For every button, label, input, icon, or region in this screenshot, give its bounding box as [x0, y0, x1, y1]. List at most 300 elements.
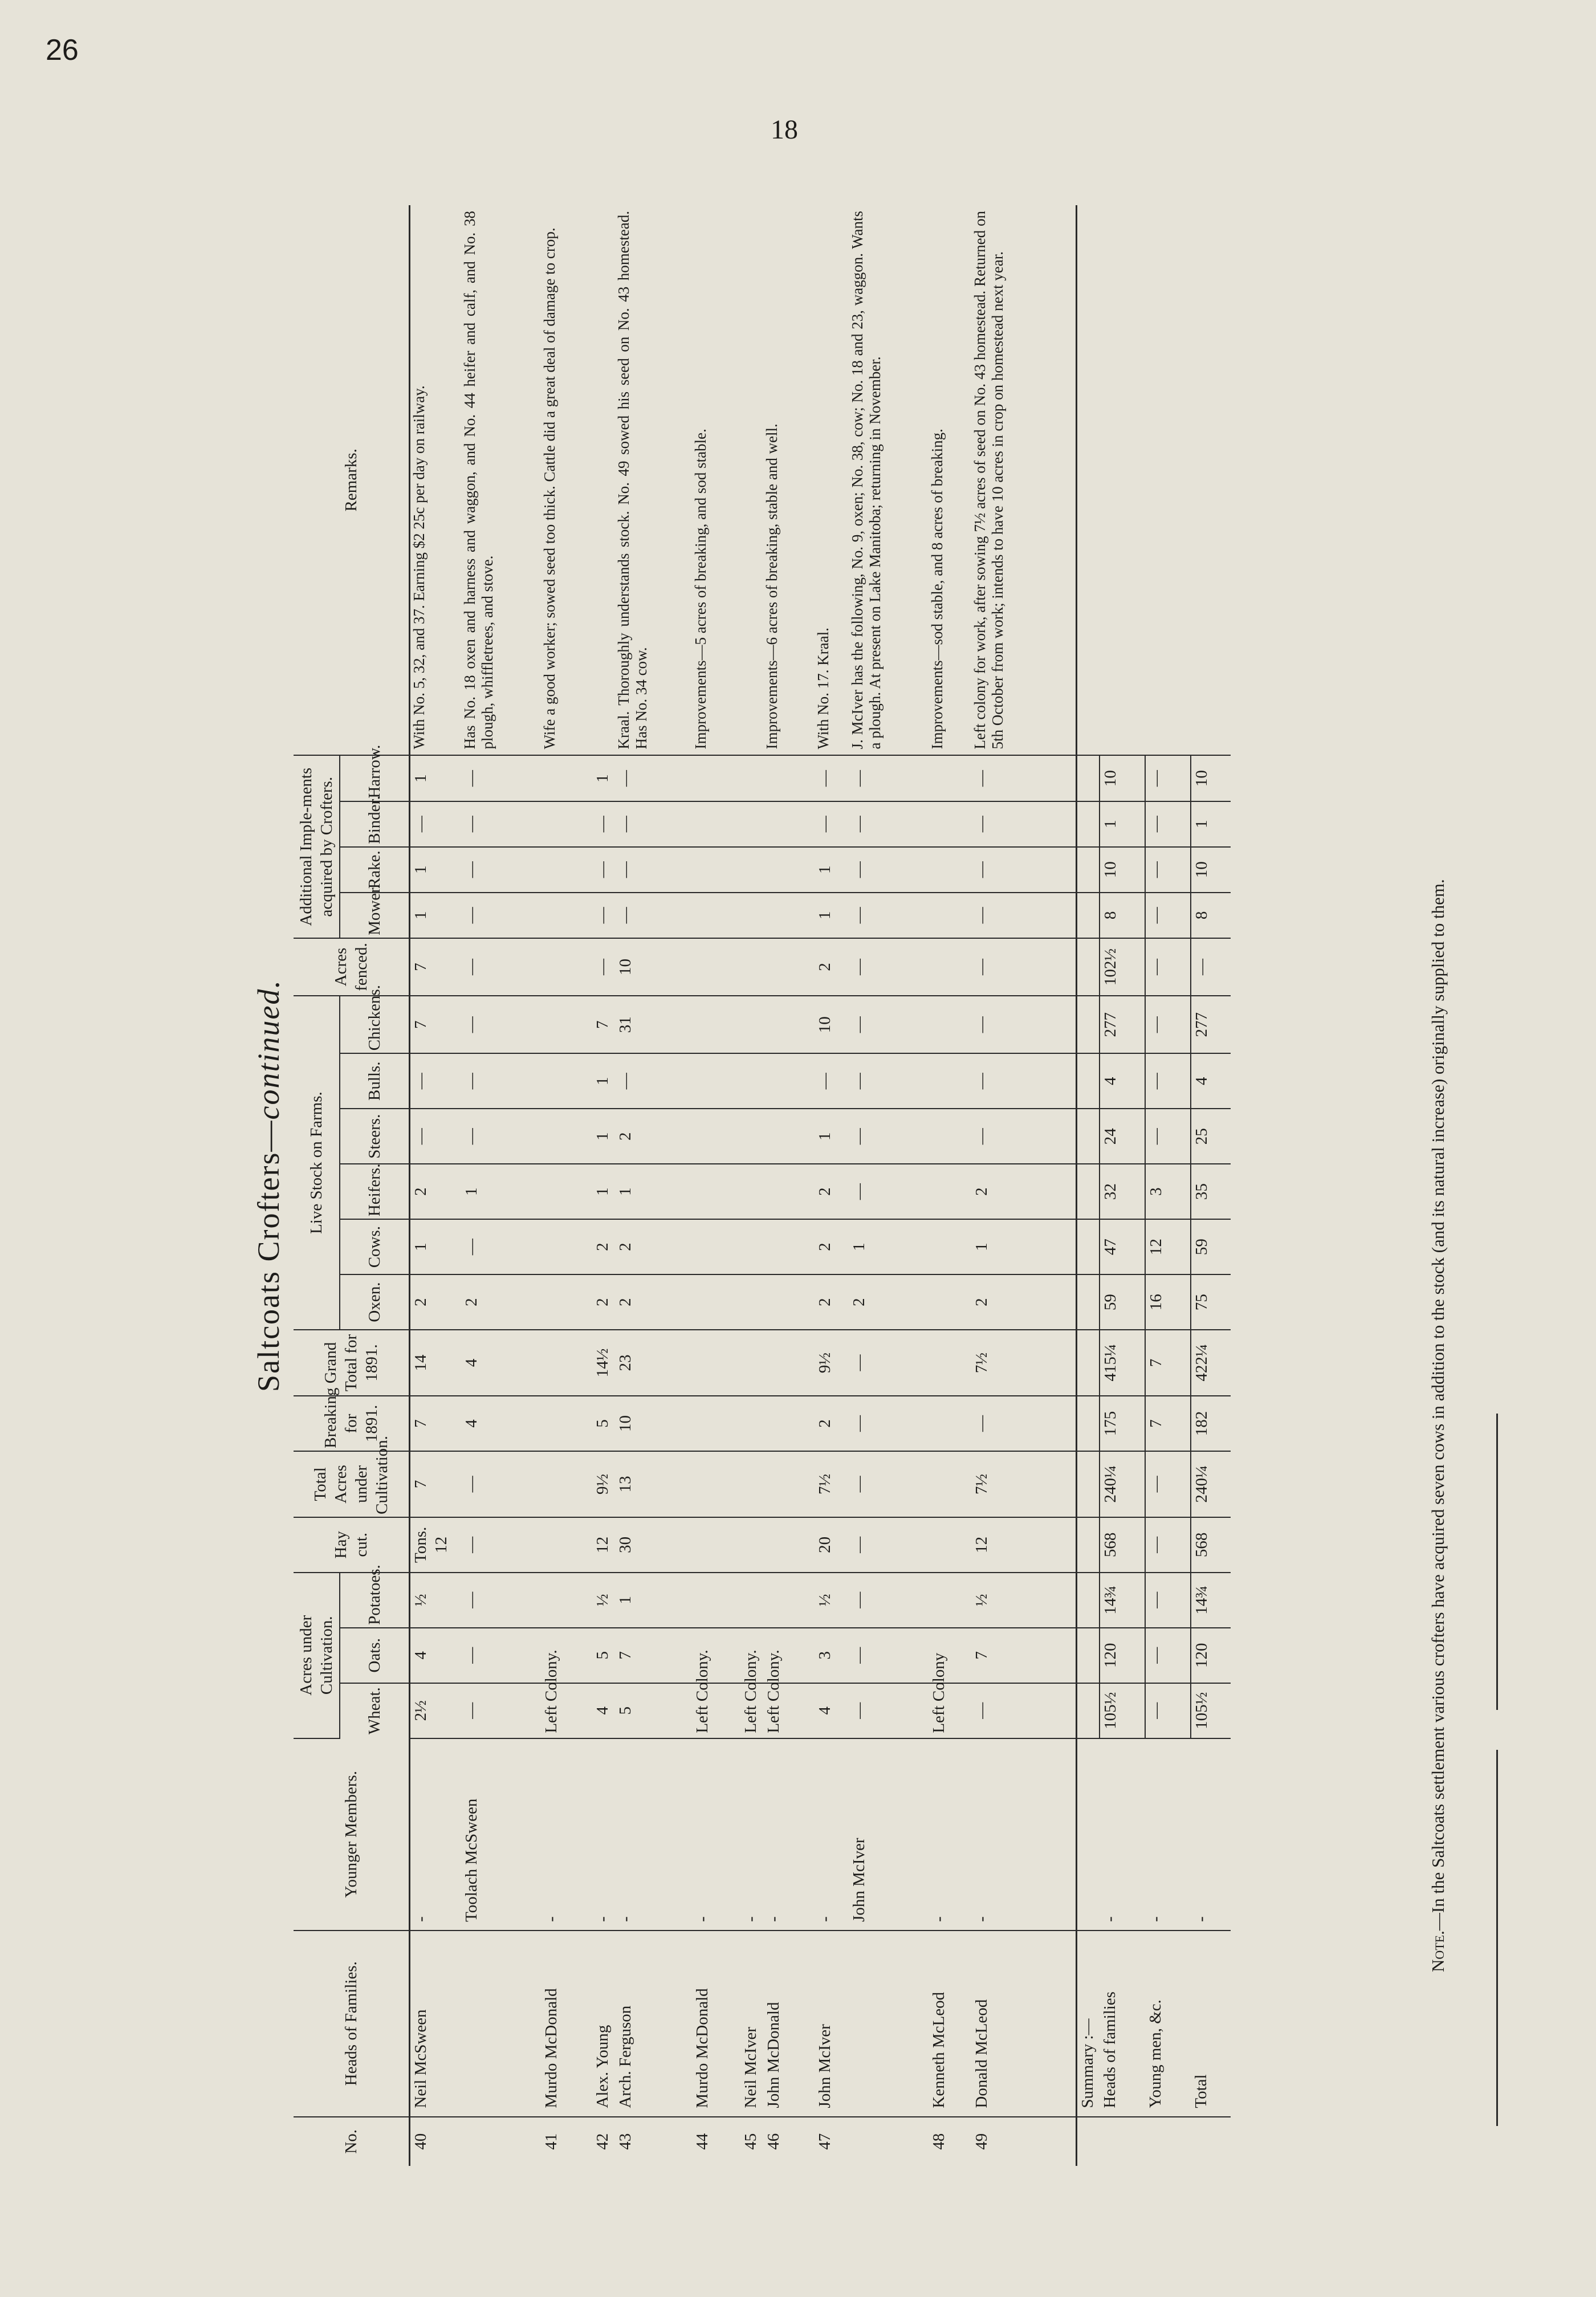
cell-grand: [929, 1330, 971, 1396]
cell-grand: 14: [410, 1330, 461, 1396]
row-number: 48: [929, 2133, 948, 2150]
table-row: [740, 205, 763, 2166]
cell-potatoes: 1: [615, 1573, 692, 1628]
cell-harrow: —: [615, 756, 692, 801]
head-of-family: [849, 1931, 929, 2117]
cell-total: [763, 1451, 815, 1517]
rule-right: [1496, 1414, 1498, 1710]
summary-cell-oxen: 16: [1145, 1274, 1191, 1330]
cell-heifers: 2: [815, 1164, 849, 1219]
summary-cell-breaking: 7: [1145, 1396, 1191, 1451]
cell-chickens: —: [461, 996, 541, 1053]
cell-fenced: [929, 938, 971, 996]
cell-wheat: —: [849, 1683, 929, 1738]
cell-rake: [763, 847, 815, 893]
header-acres-group: Acres under Cultivation.: [294, 1573, 340, 1738]
remarks-cell: Kraal. Thoroughly understands stock. No. 49 sowed his seed on No. 43 homestead. Has No. 34 cow.: [615, 205, 692, 756]
cell-cows: 2: [815, 1219, 849, 1274]
header-cows: Cows.: [340, 1219, 410, 1274]
cell-rake: —: [971, 847, 1077, 893]
cell-chickens: [692, 996, 740, 1053]
cell-bulls: —: [815, 1053, 849, 1109]
summary-cell-harrow: —: [1145, 756, 1191, 801]
cell-bulls: —: [461, 1053, 541, 1109]
summary-cell-heifers: 3: [1145, 1164, 1191, 1219]
header-remarks: Remarks.: [294, 205, 410, 756]
head-of-family: Murdo McDonald: [692, 1931, 740, 2117]
cell-heifers: 1: [592, 1164, 615, 1219]
summary-cell-binder: —: [1145, 801, 1191, 847]
cell-steers: —: [461, 1109, 541, 1164]
cell-breaking: [763, 1396, 815, 1451]
cell-cows: [541, 1219, 592, 1274]
summary-cell-binder: 1: [1100, 801, 1145, 847]
cell-steers: 1: [815, 1109, 849, 1164]
cell-cows: [692, 1219, 740, 1274]
summary-cell-cows: 12: [1145, 1219, 1191, 1274]
cell-rake: —: [461, 847, 541, 893]
cell-fenced: 2: [815, 938, 849, 996]
summary-cell-mower: 8: [1100, 893, 1145, 938]
cell-wheat: —: [971, 1683, 1077, 1738]
cell-oxen: [763, 1274, 815, 1330]
head-of-family: Neil McIver: [740, 1931, 763, 2117]
cell-oxen: 2: [615, 1274, 692, 1330]
cell-harrow: —: [461, 756, 541, 801]
cell-grand: [541, 1330, 592, 1396]
cell-harrow: [740, 756, 763, 801]
younger-member: Toolach McSween: [461, 1738, 541, 1931]
cell-heifers: [763, 1164, 815, 1219]
cell-rake: 1: [410, 847, 461, 893]
summary-cell-hay: —: [1145, 1517, 1191, 1573]
cell-steers: —: [849, 1109, 929, 1164]
summary-cell-fenced: 102½: [1100, 938, 1145, 996]
cell-oxen: 2: [971, 1274, 1077, 1330]
table-row: [929, 205, 971, 2166]
row-number: [461, 2117, 541, 2166]
cell-bulls: [692, 1053, 740, 1109]
cell-total: —: [461, 1451, 541, 1517]
cell-steers: [692, 1109, 740, 1164]
cell-harrow: —: [971, 756, 1077, 801]
header-wheat: Wheat.: [340, 1683, 410, 1738]
cell-fenced: 7: [410, 938, 461, 996]
cell-potatoes: [763, 1573, 815, 1628]
summary-cell-hay: 568: [1191, 1517, 1231, 1573]
younger-member: -: [815, 1738, 849, 1931]
summary-cell-cows: 47: [1100, 1219, 1145, 1274]
remarks-cell: J. McIver has the following, No. 9, oxen; No. 38, cow; No. 18 and 23, waggon. Wants a plough. At present on Lake Manitoba; returning in November.: [849, 205, 929, 756]
cell-total: 7½: [815, 1451, 849, 1517]
cell-mower: 1: [410, 893, 461, 938]
summary-cell-mower: 8: [1191, 893, 1231, 938]
younger-member: -: [541, 1738, 592, 1931]
head-of-family: Alex. Young: [592, 1931, 615, 2117]
cell-heifers: 1: [461, 1164, 541, 1219]
summary-no-cell: [1191, 2117, 1231, 2166]
summary-cell-oxen: 75: [1191, 1274, 1231, 1330]
summary-cell-oats: 120: [1100, 1628, 1145, 1683]
head-of-family: John McDonald: [763, 1931, 815, 2117]
younger-member: -: [410, 1738, 461, 1931]
cell-chickens: [763, 996, 815, 1053]
cell-grand: 7½: [971, 1330, 1077, 1396]
row-number: 41: [542, 2133, 560, 2150]
cell-mower: —: [971, 893, 1077, 938]
summary-empty-cell: [1077, 1274, 1100, 1330]
header-livestock-group: Live Stock on Farms.: [294, 996, 340, 1330]
cell-potatoes: [541, 1573, 592, 1628]
cell-oxen: 2: [849, 1274, 929, 1330]
header-younger-members: Younger Members.: [294, 1738, 410, 1931]
cell-mower: [929, 893, 971, 938]
cell-oxen: 2: [815, 1274, 849, 1330]
header-harrow: Harrow.: [340, 756, 410, 801]
cell-binder: —: [615, 801, 692, 847]
summary-row: [1145, 205, 1191, 2166]
cell-mower: —: [615, 893, 692, 938]
header-binder: Binder.: [340, 801, 410, 847]
summary-cell-cows: 59: [1191, 1219, 1231, 1274]
cell-steers: —: [410, 1109, 461, 1164]
summary-cell-mower: —: [1145, 893, 1191, 938]
cell-bulls: [740, 1053, 763, 1109]
remarks-cell: With No. 5, 32, and 37. Earning $2 25c per day on railway.: [410, 205, 461, 756]
summary-cell-bulls: —: [1145, 1053, 1191, 1109]
cell-oxen: [740, 1274, 763, 1330]
cell-oxen: 2: [410, 1274, 461, 1330]
head-of-family: Murdo McDonald: [541, 1931, 592, 2117]
head-of-family: Arch. Ferguson: [615, 1931, 692, 2117]
cell-breaking: [541, 1396, 592, 1451]
cell-fenced: [692, 938, 740, 996]
cell-mower: [740, 893, 763, 938]
cell-harrow: 1: [592, 756, 615, 801]
cell-total: [929, 1451, 971, 1517]
summary-cell-total: —: [1145, 1451, 1191, 1517]
table-row: [815, 205, 849, 2166]
header-grand-total: Grand Total for 1891.: [294, 1330, 410, 1396]
summary-remarks-cell: [1191, 205, 1231, 756]
rule-left: [1496, 1750, 1498, 2126]
summary-cell-wheat: —: [1145, 1683, 1191, 1738]
cell-harrow: [763, 756, 815, 801]
head-of-family: John McIver: [815, 1931, 849, 2117]
cell-mower: —: [849, 893, 929, 938]
cell-total: 9½: [592, 1451, 615, 1517]
header-oxen: Oxen.: [340, 1274, 410, 1330]
summary-label: Summary :—: [1077, 1931, 1100, 2117]
cell-total: 7½: [971, 1451, 1077, 1517]
cell-rake: —: [849, 847, 929, 893]
title-separator: —: [251, 1119, 286, 1152]
header-oats: Oats.: [340, 1628, 410, 1683]
cell-fenced: —: [971, 938, 1077, 996]
cell-fenced: 10: [615, 938, 692, 996]
cell-potatoes: [740, 1573, 763, 1628]
summary-empty-cell: [1077, 1573, 1100, 1628]
summary-cell-fenced: —: [1145, 938, 1191, 996]
head-of-family: [461, 1931, 541, 2117]
cell-oxen: 2: [461, 1274, 541, 1330]
header-implements-group: Additional Imple-ments acquired by Crofters.: [294, 756, 340, 938]
table-row: [461, 205, 541, 2166]
cell-oats: 7: [615, 1628, 692, 1683]
cell-potatoes: —: [849, 1573, 929, 1628]
cell-chickens: [740, 996, 763, 1053]
summary-cell-chickens: 277: [1191, 996, 1231, 1053]
row-number: 44: [693, 2133, 711, 2150]
cell-wheat: 4: [592, 1683, 615, 1738]
header-rake: Rake.: [340, 847, 410, 893]
cell-heifers: [541, 1164, 592, 1219]
cell-oats: 7: [971, 1628, 1077, 1683]
cell-potatoes: —: [461, 1573, 541, 1628]
remarks-cell: [740, 205, 763, 756]
summary-cell-bulls: 4: [1100, 1053, 1145, 1109]
title-main: Saltcoats Crofters: [251, 1151, 286, 1392]
summary-cell-potatoes: 14¾: [1100, 1573, 1145, 1628]
summary-cell-bulls: 4: [1191, 1053, 1231, 1109]
cell-chickens: 7: [592, 996, 615, 1053]
header-mower: Mower.: [340, 893, 410, 938]
cell-mower: [763, 893, 815, 938]
cell-mower: —: [592, 893, 615, 938]
cell-hay: Tons. 12: [410, 1517, 461, 1573]
cell-binder: [763, 801, 815, 847]
cell-heifers: 2: [410, 1164, 461, 1219]
header-heads-of-families: Heads of Families.: [294, 1931, 410, 2117]
row-number: 40: [410, 2117, 461, 2166]
cell-potatoes: ½: [971, 1573, 1077, 1628]
summary-empty-cell: [1077, 1330, 1100, 1396]
summary-cell-heifers: 35: [1191, 1164, 1231, 1219]
cell-oxen: [692, 1274, 740, 1330]
header-steers: Steers.: [340, 1109, 410, 1164]
cell-mower: [692, 893, 740, 938]
cell-breaking: 4: [461, 1396, 541, 1451]
cell-potatoes: ½: [815, 1573, 849, 1628]
cell-potatoes: [692, 1573, 740, 1628]
younger-member: -: [763, 1738, 815, 1931]
cell-rake: —: [592, 847, 615, 893]
cell-grand: 4: [461, 1330, 541, 1396]
summary-head: Heads of families: [1100, 1931, 1145, 2117]
younger-member: -: [592, 1738, 615, 1931]
cell-bulls: —: [410, 1053, 461, 1109]
cell-grand: —: [849, 1330, 929, 1396]
cell-breaking: [740, 1396, 763, 1451]
cell-hay: 12: [971, 1517, 1077, 1573]
summary-cell-rake: —: [1145, 847, 1191, 893]
cell-breaking: —: [971, 1396, 1077, 1451]
summary-no-cell: [1145, 2117, 1191, 2166]
summary-empty-cell: [1077, 1053, 1100, 1109]
remarks-cell: Left colony for work, after sowing 7½ acres of seed on No. 43 homestead. Returned on 5th October from work; intends to have 10 acres in crop on homestead next year.: [971, 205, 1077, 756]
summary-cell-oats: —: [1145, 1628, 1191, 1683]
summary-empty-cell: [1077, 205, 1100, 756]
cell-wheat: —: [461, 1683, 541, 1738]
younger-member: John McIver: [849, 1738, 929, 1931]
cell-wheat: Left Colony.: [541, 1683, 592, 1738]
summary-empty-cell: [1077, 1109, 1100, 1164]
summary-cell-fenced: —: [1191, 938, 1231, 996]
table-row: [592, 205, 615, 2166]
cell-total: 13: [615, 1451, 692, 1517]
cell-harrow: [692, 756, 740, 801]
summary-younger: -: [1191, 1738, 1231, 1931]
head-of-family: Donald McLeod: [971, 1931, 1077, 2117]
summary-empty-cell: [1077, 1164, 1100, 1219]
summary-cell-grand: 422¼: [1191, 1330, 1231, 1396]
summary-empty-cell: [1077, 1517, 1100, 1573]
cell-fenced: —: [849, 938, 929, 996]
summary-empty-cell: [1077, 1738, 1100, 1931]
cell-binder: —: [971, 801, 1077, 847]
summary-cell-rake: 10: [1100, 847, 1145, 893]
cell-oxen: [541, 1274, 592, 1330]
cell-rake: [929, 847, 971, 893]
cell-harrow: [929, 756, 971, 801]
header-no: No.: [294, 2117, 410, 2166]
summary-head: Young men, &c.: [1145, 1931, 1191, 2117]
younger-member: -: [971, 1738, 1077, 1931]
cell-fenced: [541, 938, 592, 996]
row-number: 46: [764, 2133, 783, 2150]
cell-potatoes: ½: [592, 1573, 615, 1628]
head-of-family: Kenneth McLeod: [929, 1931, 971, 2117]
cell-cows: 1: [849, 1219, 929, 1274]
cell-harrow: [541, 756, 592, 801]
cell-chickens: 10: [815, 996, 849, 1053]
summary-head: Total: [1191, 1931, 1231, 2117]
row-number: 45: [741, 2133, 760, 2150]
summary-cell-total: 240¼: [1191, 1451, 1231, 1517]
footnote: [1428, 879, 1448, 1972]
cell-total: —: [849, 1451, 929, 1517]
cell-wheat: Left Colony: [929, 1683, 971, 1738]
summary-empty-cell: [1077, 1683, 1100, 1738]
summary-row: [1100, 205, 1145, 2166]
summary-cell-grand: 415¼: [1100, 1330, 1145, 1396]
cell-hay: 12: [592, 1517, 615, 1573]
summary-row: [1191, 205, 1231, 2166]
cell-oats: 4: [410, 1628, 461, 1683]
cell-hay: —: [849, 1517, 929, 1573]
cell-hay: —: [461, 1517, 541, 1573]
cell-bulls: [763, 1053, 815, 1109]
rotated-page-content: [228, 205, 1596, 2166]
cell-breaking: [929, 1396, 971, 1451]
cell-total: 7: [410, 1451, 461, 1517]
cell-binder: [740, 801, 763, 847]
footnote-text: —In the Saltcoats settlement various crofters have acquired seven cows in addition to the stock (and its natural increase) originally supplied to them.: [1428, 879, 1448, 1931]
summary-no-cell: [1100, 2117, 1145, 2166]
footnote-label: Note.: [1428, 1931, 1448, 1972]
summary-remarks-cell: [1100, 205, 1145, 756]
summary-cell-grand: 7: [1145, 1330, 1191, 1396]
cell-potatoes: [929, 1573, 971, 1628]
summary-cell-oxen: 59: [1100, 1274, 1145, 1330]
cell-binder: —: [461, 801, 541, 847]
cell-potatoes: ½: [410, 1573, 461, 1628]
summary-no-cell: [1077, 2117, 1100, 2166]
younger-member: -: [615, 1738, 692, 1931]
summary-empty-cell: [1077, 756, 1100, 801]
summary-cell-rake: 10: [1191, 847, 1231, 893]
summary-empty-cell: [1077, 996, 1100, 1053]
summary-younger: -: [1100, 1738, 1145, 1931]
cell-grand: [692, 1330, 740, 1396]
remarks-cell: Wife a good worker; sowed seed too thick. Cattle did a great deal of damage to crop.: [541, 205, 592, 756]
summary-cell-steers: 24: [1100, 1109, 1145, 1164]
cell-chickens: [929, 996, 971, 1053]
table-row: [615, 205, 692, 2166]
cell-breaking: —: [849, 1396, 929, 1451]
summary-empty-cell: [1077, 938, 1100, 996]
cell-heifers: [692, 1164, 740, 1219]
cell-wheat: Left Colony.: [692, 1683, 740, 1738]
crofters-table: [294, 205, 1231, 2166]
table-row: [849, 205, 929, 2166]
cell-grand: 14½: [592, 1330, 615, 1396]
cell-steers: —: [971, 1109, 1077, 1164]
cell-cows: 1: [971, 1219, 1077, 1274]
summary-empty-cell: [1077, 1628, 1100, 1683]
row-number: 49: [972, 2133, 991, 2150]
cell-rake: —: [615, 847, 692, 893]
cell-wheat: 5: [615, 1683, 692, 1738]
summary-cell-potatoes: 14¾: [1191, 1573, 1231, 1628]
cell-oxen: [929, 1274, 971, 1330]
cell-cows: [740, 1219, 763, 1274]
remarks-cell: With No. 17. Kraal.: [815, 205, 849, 756]
cell-hay: [929, 1517, 971, 1573]
header-heifers: Heifers.: [340, 1164, 410, 1219]
cell-oats: —: [849, 1628, 929, 1683]
cell-breaking: 7: [410, 1396, 461, 1451]
cell-total: [740, 1451, 763, 1517]
cell-binder: [929, 801, 971, 847]
row-number: 47: [815, 2133, 834, 2150]
summary-empty-cell: [1077, 847, 1100, 893]
header-hay-cut: Hay cut.: [294, 1517, 410, 1573]
table-body: [410, 205, 1231, 2166]
cell-mower: —: [461, 893, 541, 938]
cell-mower: 1: [815, 893, 849, 938]
cell-steers: [541, 1109, 592, 1164]
summary-cell-breaking: 182: [1191, 1396, 1231, 1451]
cell-total: [692, 1451, 740, 1517]
header-chickens: Chickens.: [340, 996, 410, 1053]
cell-binder: —: [849, 801, 929, 847]
table-title: [251, 205, 286, 2166]
cell-fenced: [740, 938, 763, 996]
summary-remarks-cell: [1145, 205, 1191, 756]
table-row: [763, 205, 815, 2166]
cell-fenced: —: [461, 938, 541, 996]
younger-member: -: [929, 1738, 971, 1931]
cell-chickens: [541, 996, 592, 1053]
cell-cows: 2: [592, 1219, 615, 1274]
cell-wheat: 4: [815, 1683, 849, 1738]
cell-oats: —: [461, 1628, 541, 1683]
cell-bulls: —: [615, 1053, 692, 1109]
summary-cell-binder: 1: [1191, 801, 1231, 847]
cell-grand: [763, 1330, 815, 1396]
cell-cows: 1: [410, 1219, 461, 1274]
